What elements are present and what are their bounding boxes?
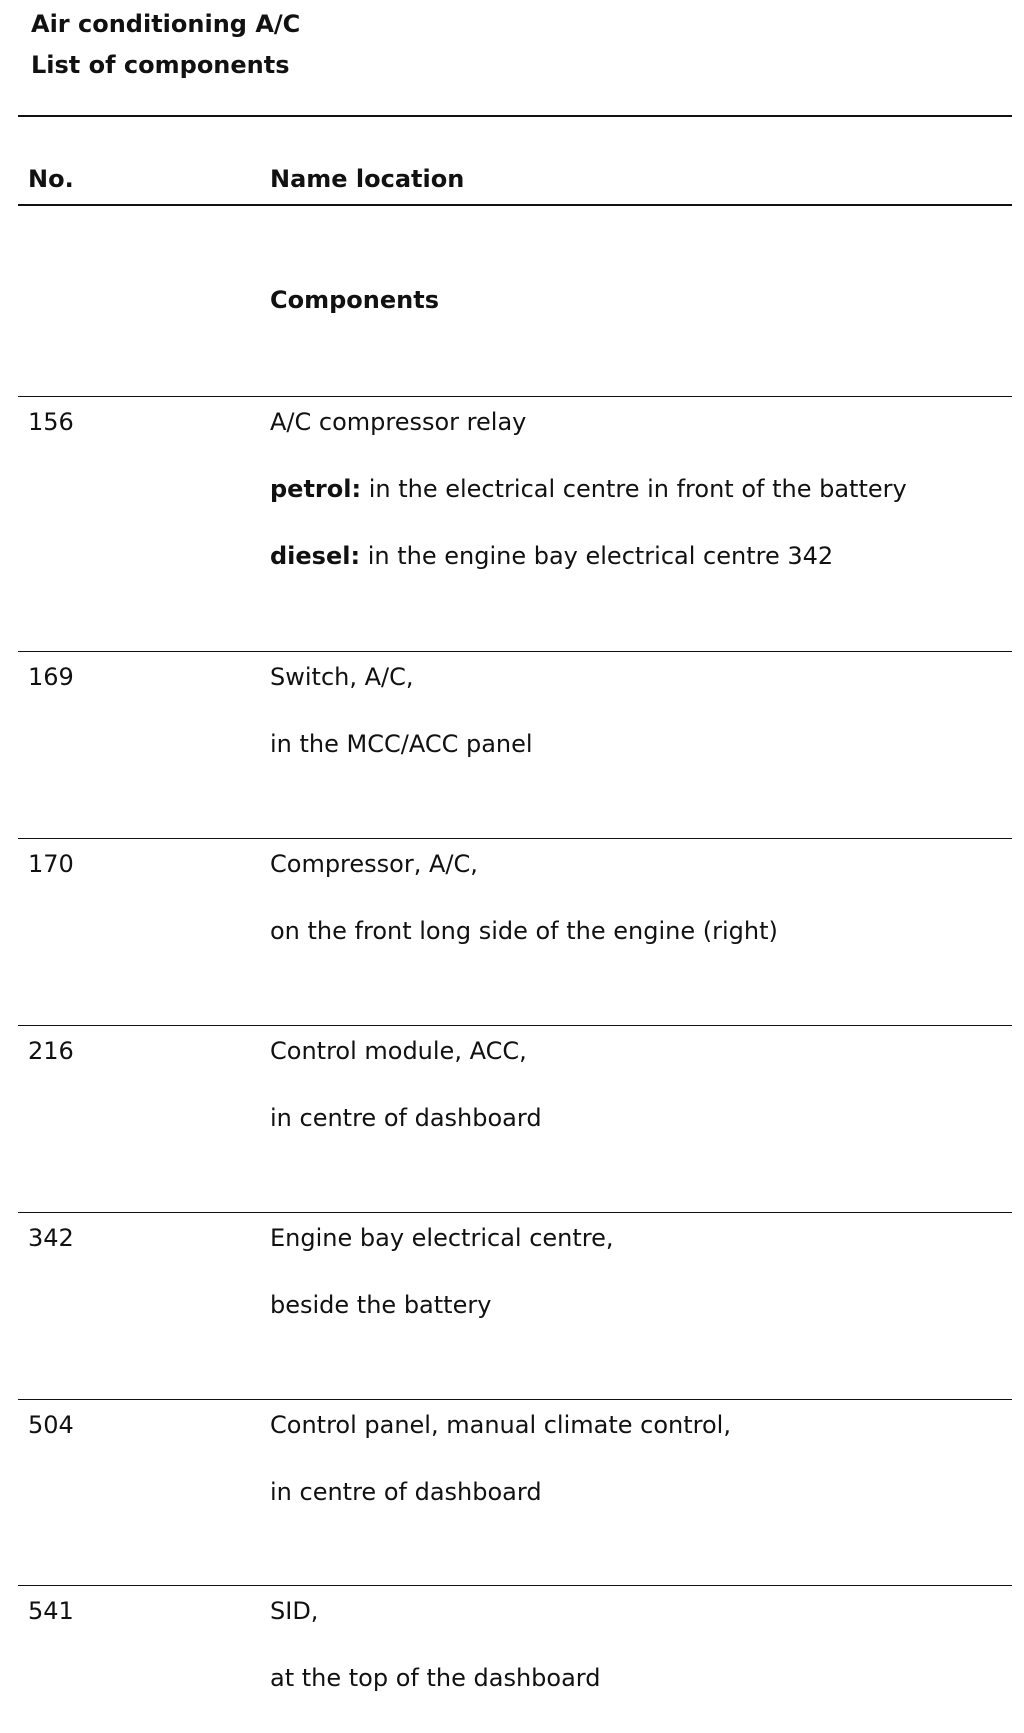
component-description [270,1599,600,1733]
description-text: in the engine bay electrical centre 342 [360,542,834,570]
description-text: A/C compressor relay [270,408,527,436]
description-line [270,1226,614,1293]
component-description [270,1039,542,1173]
column-header-no: No. [28,165,74,193]
component-number: 156 [28,408,74,436]
component-number: 170 [28,850,74,878]
row-divider [18,1585,1012,1586]
row-divider [18,396,1012,397]
description-text: Switch, A/C, [270,663,414,691]
description-line [270,410,907,477]
description-text: in the MCC/ACC panel [270,730,533,758]
row-divider [18,1025,1012,1026]
description-line [270,1039,542,1106]
engine-variant-label: diesel: [270,542,361,570]
column-header-name-location: Name location [270,165,465,193]
component-description [270,665,533,799]
description-text: Compressor, A/C, [270,850,478,878]
row-divider [18,651,1012,652]
description-line [270,477,907,544]
description-line [270,1599,600,1666]
description-line [270,544,907,611]
component-description [270,852,778,986]
document-title-line-1: Air conditioning A/C [31,10,301,38]
component-description [270,1413,731,1547]
description-text: on the front long side of the engine (right) [270,917,778,945]
component-description [270,410,907,611]
description-line [270,852,778,919]
description-text: in the electrical centre in front of the battery [361,475,907,503]
section-title: Components [270,286,439,314]
description-text: Control panel, manual climate control, [270,1411,731,1439]
component-description [270,1226,614,1360]
row-divider [18,838,1012,839]
engine-variant-label: petrol: [270,475,362,503]
description-line [270,919,778,986]
divider-top [18,115,1012,117]
description-line [270,1480,731,1547]
description-line [270,1106,542,1173]
component-number: 342 [28,1224,74,1252]
description-text: in centre of dashboard [270,1104,542,1132]
description-line [270,1413,731,1480]
description-line [270,732,533,799]
description-text: Control module, ACC, [270,1037,527,1065]
divider-header [18,204,1012,206]
description-line [270,1666,600,1733]
component-number: 216 [28,1037,74,1065]
description-text: in centre of dashboard [270,1478,542,1506]
row-divider [18,1212,1012,1213]
component-number: 541 [28,1597,74,1625]
description-text: at the top of the dashboard [270,1664,601,1692]
document-title-line-2: List of components [31,51,290,79]
component-number: 504 [28,1411,74,1439]
description-text: beside the battery [270,1291,492,1319]
description-line [270,1293,614,1360]
row-divider [18,1399,1012,1400]
description-line [270,665,533,732]
component-number: 169 [28,663,74,691]
description-text: SID, [270,1597,319,1625]
description-text: Engine bay electrical centre, [270,1224,614,1252]
